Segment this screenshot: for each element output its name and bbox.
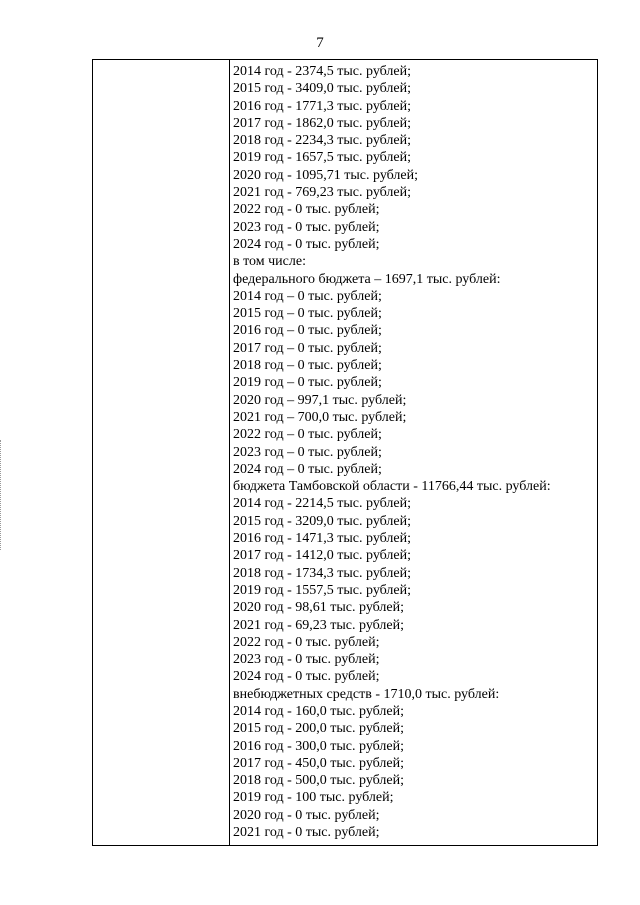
funding-line: 2016 год - 1771,3 тыс. рублей; [233,98,412,114]
funding-line: 2017 год – 0 тыс. рублей; [233,340,382,356]
funding-line: 2022 год - 0 тыс. рублей; [233,634,380,650]
funding-line: 2015 год - 3209,0 тыс. рублей; [233,513,412,529]
funding-line: 2022 год – 0 тыс. рублей; [233,427,382,443]
funding-line: 2018 год - 2234,3 тыс. рублей; [233,133,412,149]
funding-line: 2023 год – 0 тыс. рублей; [233,444,382,460]
funding-line: 2014 год - 160,0 тыс. рублей; [233,703,405,719]
funding-line: 2023 год - 0 тыс. рублей; [233,219,380,235]
funding-line: бюджета Тамбовской области - 11766,44 тыс. рублей: [233,479,551,495]
funding-line: 2023 год - 0 тыс. рублей; [233,652,380,668]
funding-line: 2017 год - 1862,0 тыс. рублей; [233,115,412,131]
funding-line: 2022 год - 0 тыс. рублей; [233,202,380,218]
page-number: 7 [316,35,324,51]
funding-line: 2024 год – 0 тыс. рублей; [233,461,382,477]
funding-line: 2018 год - 1734,3 тыс. рублей; [233,565,412,581]
funding-line: 2016 год - 300,0 тыс. рублей; [233,738,405,754]
funding-line: 2014 год - 2214,5 тыс. рублей; [233,496,412,512]
funding-line: 2017 год - 450,0 тыс. рублей; [233,755,405,771]
funding-line: 2014 год – 0 тыс. рублей; [233,288,382,304]
funding-line: 2024 год - 0 тыс. рублей; [233,669,380,685]
funding-lines-list [233,63,595,841]
funding-line: федерального бюджета – 1697,1 тыс. рублей: [233,271,501,287]
funding-line: в том числе: [233,254,306,270]
funding-line: 2021 год - 769,23 тыс. рублей; [233,185,412,201]
funding-line: 2020 год – 997,1 тыс. рублей; [233,392,407,408]
funding-line: 2021 год – 700,0 тыс. рублей; [233,409,407,425]
funding-line: 2018 год - 500,0 тыс. рублей; [233,773,405,789]
funding-line: 2018 год – 0 тыс. рублей; [233,358,382,374]
funding-line: 2015 год - 3409,0 тыс. рублей; [233,81,412,97]
funding-line: 2020 год - 1095,71 тыс. рублей; [233,167,419,183]
funding-line: 2015 год – 0 тыс. рублей; [233,306,382,322]
funding-line: 2017 год - 1412,0 тыс. рублей; [233,548,412,564]
funding-line: 2014 год - 2374,5 тыс. рублей; [233,64,412,79]
funding-line: 2021 год - 69,23 тыс. рублей; [233,617,405,633]
funding-line: 2019 год - 1657,5 тыс. рублей; [233,150,412,166]
funding-line: 2024 год - 0 тыс. рублей; [233,236,380,252]
funding-line: 2020 год - 0 тыс. рублей; [233,807,380,823]
funding-line: 2019 год - 1557,5 тыс. рублей; [233,582,412,598]
funding-line: внебюджетных средств - 1710,0 тыс. рублей: [233,686,500,702]
funding-line: 2020 год - 98,61 тыс. рублей; [233,600,405,616]
column-divider [229,60,230,845]
funding-table [92,59,598,846]
funding-line: 2021 год - 0 тыс. рублей; [233,825,380,841]
funding-line: 2019 год - 100 тыс. рублей; [233,790,394,806]
funding-line: 2019 год – 0 тыс. рублей; [233,375,382,391]
funding-line: 2016 год - 1471,3 тыс. рублей; [233,531,412,547]
funding-line: 2016 год – 0 тыс. рублей; [233,323,382,339]
funding-line: 2015 год - 200,0 тыс. рублей; [233,721,405,737]
scan-edge-marks [0,440,3,550]
